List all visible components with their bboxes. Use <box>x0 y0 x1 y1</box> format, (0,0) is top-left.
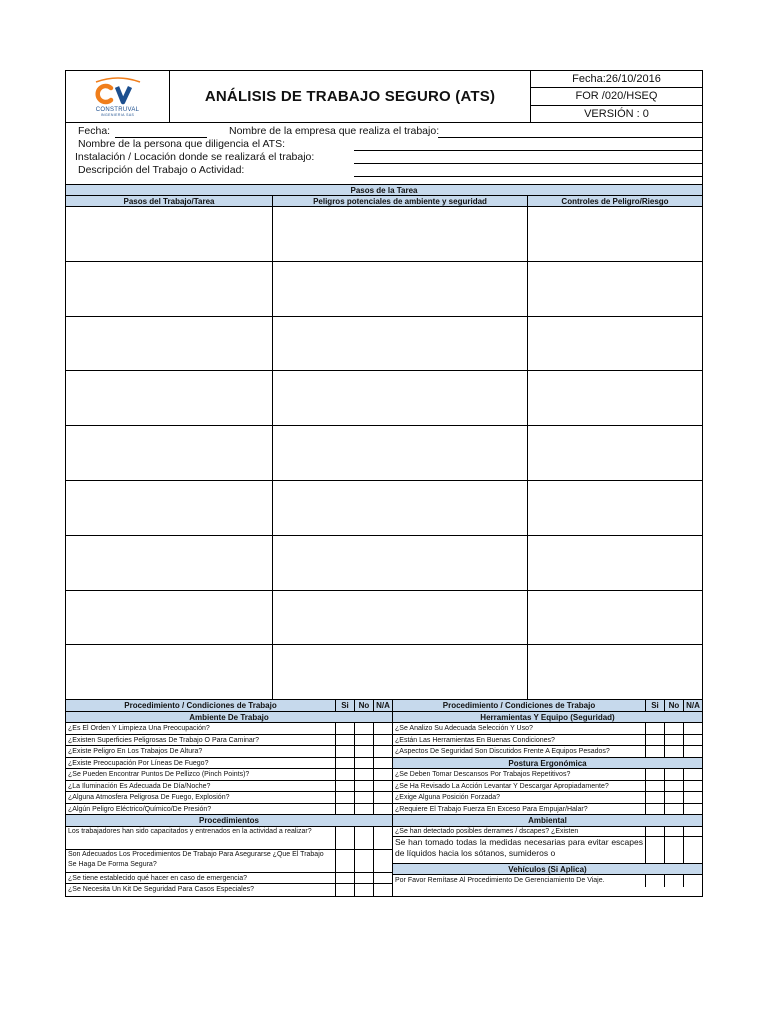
question-label: Son Adecuados Los Procedimientos De Trabajo Para Asegurarse ¿Que El Trabajo Se Haga De Forma Segura? <box>68 850 324 869</box>
descripcion-field[interactable] <box>354 176 702 177</box>
question-label: Se han tomado todas la medidas necesarias para evitar escapes de líquidos hacia los sótanos, sumideros o <box>395 836 643 858</box>
step-row <box>66 591 702 646</box>
question-label: ¿Alguna Atmosfera Peligrosa De Fuego, Explosión? <box>68 794 230 802</box>
section-procedimientos-title: Procedimientos <box>198 816 259 826</box>
checklist-right-header <box>393 700 702 712</box>
instalacion-label: Instalación / Locación donde se realizará el trabajo: <box>75 151 315 163</box>
answer-no[interactable] <box>664 746 683 757</box>
step-row <box>66 536 702 591</box>
answer-si[interactable] <box>645 875 664 887</box>
answer-na[interactable] <box>373 850 392 872</box>
step-row <box>66 426 702 481</box>
answer-no[interactable] <box>354 792 373 803</box>
answer-na[interactable] <box>373 769 392 780</box>
step-cell-pasos[interactable] <box>66 262 273 316</box>
checklist-row <box>66 735 392 747</box>
empresa-field[interactable] <box>438 137 702 138</box>
question-label: Los trabajadores han sido capacitados y entrenados en la actividad a realizar? <box>68 827 312 835</box>
question-label: ¿Se Ha Revisado La Acción Levantar Y Descargar Apropiadamente? <box>395 782 609 790</box>
step-cell-peligros[interactable] <box>273 317 528 371</box>
answer-no[interactable] <box>354 758 373 769</box>
logo-subtitle: INGENIERIA SAS <box>100 113 135 117</box>
answer-si[interactable] <box>335 850 354 872</box>
question-label: ¿Aspectos De Seguridad Son Discutidos Frente A Equipos Pesados? <box>395 748 610 756</box>
section-procedimientos <box>66 815 392 827</box>
answer-na[interactable] <box>373 735 392 746</box>
answer-na[interactable] <box>683 769 702 780</box>
step-cell-pasos[interactable] <box>66 536 273 590</box>
answer-na[interactable] <box>373 781 392 792</box>
answer-si[interactable] <box>645 837 664 863</box>
step-cell-controles[interactable] <box>528 426 702 480</box>
answer-si[interactable] <box>645 781 664 792</box>
steps-header <box>66 196 702 207</box>
step-cell-controles[interactable] <box>528 207 702 261</box>
answer-no[interactable] <box>354 735 373 746</box>
section-ambiental <box>393 815 702 827</box>
section-postura <box>393 758 702 770</box>
section-postura-title: Postura Ergonómica <box>508 758 587 768</box>
answer-na[interactable] <box>683 875 702 887</box>
section-ambiental-title: Ambiental <box>528 816 567 826</box>
section-herramientas-title: Herramientas Y Equipo (Seguridad) <box>480 712 615 722</box>
section-vehiculos <box>393 864 702 876</box>
checklist-row <box>66 827 392 850</box>
question-label: Por Favor Remítase Al Procedimiento De Gerenciamiento De Viaje. <box>395 877 605 885</box>
step-cell-peligros[interactable] <box>273 371 528 425</box>
steps-col-controles: Controles de Peligro/Riesgo <box>561 197 669 206</box>
step-cell-controles[interactable] <box>528 481 702 535</box>
answer-si[interactable] <box>335 735 354 746</box>
question-label: ¿Se han detectado posibles derrames / dscapes? ¿Existen <box>395 827 579 835</box>
answer-no[interactable] <box>354 884 373 896</box>
checklist-left <box>66 700 393 896</box>
checklist-row <box>393 792 702 804</box>
question-label: ¿Algún Peligro Eléctrico/Químico/De Presión? <box>68 805 212 813</box>
checklist-row <box>66 884 392 896</box>
answer-na[interactable] <box>373 792 392 803</box>
fecha-label: Fecha: <box>78 125 111 137</box>
answer-na[interactable] <box>683 735 702 746</box>
checklist-row <box>393 827 702 837</box>
checklist-row <box>393 769 702 781</box>
answer-na[interactable] <box>683 837 702 863</box>
checklist-row <box>393 746 702 758</box>
company-logo <box>66 71 170 122</box>
answer-si[interactable] <box>335 723 354 734</box>
step-cell-pasos[interactable] <box>66 207 273 261</box>
question-label: ¿Exige Alguna Posición Forzada? <box>395 794 501 802</box>
answer-si[interactable] <box>335 769 354 780</box>
answer-si[interactable] <box>335 827 354 849</box>
step-cell-peligros[interactable] <box>273 536 528 590</box>
answer-na[interactable] <box>373 804 392 815</box>
step-cell-pasos[interactable] <box>66 591 273 645</box>
answer-na[interactable] <box>683 792 702 803</box>
section-ambiente <box>66 712 392 724</box>
step-cell-pasos[interactable] <box>66 426 273 480</box>
answer-no[interactable] <box>664 875 683 887</box>
answer-no[interactable] <box>354 873 373 884</box>
col-na: N/A <box>683 700 702 711</box>
document-version: VERSIÓN : 0 <box>531 105 702 122</box>
persona-field[interactable] <box>354 150 702 151</box>
step-row <box>66 371 702 426</box>
section-vehiculos-title: Vehículos (Si Aplica) <box>508 864 587 874</box>
step-cell-peligros[interactable] <box>273 645 528 699</box>
answer-na[interactable] <box>373 827 392 849</box>
herramientas-list <box>393 723 702 758</box>
checklist-row <box>66 804 392 816</box>
step-row <box>66 207 702 262</box>
postura-list <box>393 769 702 815</box>
section-herramientas <box>393 712 702 724</box>
answer-na[interactable] <box>373 746 392 757</box>
checklist-right <box>393 700 702 896</box>
answer-no[interactable] <box>354 723 373 734</box>
answer-na[interactable] <box>373 884 392 896</box>
question-label: ¿Se Deben Tomar Descansos Por Trabajos Repetitivos? <box>395 771 571 779</box>
ambiente-list <box>66 723 392 815</box>
question-label: ¿Existen Superficies Peligrosas De Trabajo O Para Caminar? <box>68 736 260 744</box>
question-label: ¿La Iluminación Es Adecuada De Día/Noche? <box>68 782 211 790</box>
steps-body <box>66 207 702 700</box>
answer-no[interactable] <box>354 781 373 792</box>
question-label: ¿Están Las Herramientas En Buenas Condiciones? <box>395 736 555 744</box>
answer-si[interactable] <box>645 769 664 780</box>
checklist-row <box>66 758 392 770</box>
checklist-row <box>393 723 702 735</box>
checklist-left-header <box>66 700 392 712</box>
answer-no[interactable] <box>664 735 683 746</box>
checklist-row <box>66 850 392 873</box>
answer-no[interactable] <box>664 769 683 780</box>
answer-si[interactable] <box>335 746 354 757</box>
col-si: Si <box>645 700 664 711</box>
checklist-left-title: Procedimiento / Condiciones de Trabajo <box>124 701 277 711</box>
checklist <box>66 700 702 896</box>
step-cell-pasos[interactable] <box>66 481 273 535</box>
answer-no[interactable] <box>664 723 683 734</box>
document-title: ANÁLISIS DE TRABAJO SEGURO (ATS) <box>204 88 496 105</box>
logo-name: CONSTRUVAL <box>95 107 140 113</box>
checklist-row <box>66 769 392 781</box>
col-si: Si <box>335 700 354 711</box>
steps-col-peligros: Peligros potenciales de ambiente y seguridad <box>273 196 528 206</box>
step-cell-peligros[interactable] <box>273 426 528 480</box>
step-row <box>66 317 702 372</box>
empresa-label: Nombre de la empresa que realiza el trabajo: <box>229 125 440 137</box>
answer-na[interactable] <box>683 781 702 792</box>
answer-si[interactable] <box>645 735 664 746</box>
checklist-row <box>393 735 702 747</box>
col-no: No <box>354 700 373 711</box>
answer-si[interactable] <box>335 781 354 792</box>
document-code: FOR /020/HSEQ <box>531 87 702 104</box>
answer-si[interactable] <box>335 884 354 896</box>
step-cell-pasos[interactable] <box>66 645 273 699</box>
steps-col-pasos: Pasos del Trabajo/Tarea <box>66 196 273 206</box>
answer-si[interactable] <box>645 792 664 803</box>
question-label: ¿Existe Preocupación Por Líneas De Fuego? <box>68 759 209 767</box>
col-no: No <box>664 700 683 711</box>
document-date: Fecha:26/10/2016 <box>572 73 661 86</box>
checklist-row <box>66 746 392 758</box>
checklist-row <box>66 873 392 885</box>
answer-si[interactable] <box>645 723 664 734</box>
answer-no[interactable] <box>354 827 373 849</box>
checklist-row <box>66 792 392 804</box>
step-cell-peligros[interactable] <box>273 481 528 535</box>
general-info <box>66 123 702 185</box>
answer-si[interactable] <box>335 873 354 884</box>
step-cell-controles[interactable] <box>528 317 702 371</box>
question-label: ¿Se Analizo Su Adecuada Selección Y Uso? <box>395 725 533 733</box>
step-cell-controles[interactable] <box>528 645 702 699</box>
answer-no[interactable] <box>664 827 683 836</box>
question-label: ¿Es El Orden Y Limpieza Una Preocupación? <box>68 725 210 733</box>
answer-na[interactable] <box>373 723 392 734</box>
step-cell-controles[interactable] <box>528 371 702 425</box>
answer-no[interactable] <box>354 850 373 872</box>
step-row <box>66 262 702 317</box>
descripcion-label: Descripción del Trabajo o Actividad: <box>78 164 245 176</box>
step-cell-pasos[interactable] <box>66 317 273 371</box>
question-label: ¿Existe Peligro En Los Trabajos De Altura? <box>68 748 203 756</box>
answer-no[interactable] <box>354 804 373 815</box>
step-cell-peligros[interactable] <box>273 262 528 316</box>
step-cell-controles[interactable] <box>528 591 702 645</box>
answer-no[interactable] <box>664 837 683 863</box>
document-meta <box>530 71 702 122</box>
answer-si[interactable] <box>645 804 664 815</box>
answer-na[interactable] <box>683 723 702 734</box>
checklist-row <box>393 837 702 864</box>
col-na: N/A <box>373 700 392 711</box>
answer-no[interactable] <box>664 792 683 803</box>
checklist-row <box>393 875 702 887</box>
answer-na[interactable] <box>373 873 392 884</box>
logo-mark-icon <box>92 76 144 106</box>
answer-no[interactable] <box>354 769 373 780</box>
form-header <box>66 71 702 123</box>
question-label: ¿Se Pueden Encontrar Puntos De Pellizco (Pinch Points)? <box>68 771 250 779</box>
answer-no[interactable] <box>664 804 683 815</box>
checklist-row <box>393 781 702 793</box>
persona-label: Nombre de la persona que diligencia el ATS: <box>78 138 286 150</box>
checklist-right-title: Procedimiento / Condiciones de Trabajo <box>442 701 596 711</box>
checklist-row <box>66 781 392 793</box>
answer-si[interactable] <box>645 827 664 836</box>
answer-na[interactable] <box>683 746 702 757</box>
ats-form <box>65 70 703 897</box>
step-row <box>66 481 702 536</box>
section-ambiente-title: Ambiente De Trabajo <box>189 712 269 722</box>
answer-no[interactable] <box>354 746 373 757</box>
steps-band: Pasos de la Tarea <box>66 185 702 196</box>
answer-si[interactable] <box>335 792 354 803</box>
answer-si[interactable] <box>645 746 664 757</box>
question-label: ¿Requiere El Trabajo Fuerza En Exceso Para Empujar/Halar? <box>395 805 588 813</box>
instalacion-field[interactable] <box>354 163 702 164</box>
checklist-row <box>393 804 702 816</box>
answer-si[interactable] <box>335 804 354 815</box>
answer-no[interactable] <box>664 781 683 792</box>
answer-na[interactable] <box>683 804 702 815</box>
step-cell-pasos[interactable] <box>66 371 273 425</box>
step-row <box>66 645 702 700</box>
answer-na[interactable] <box>683 827 702 836</box>
step-cell-controles[interactable] <box>528 262 702 316</box>
step-cell-controles[interactable] <box>528 536 702 590</box>
answer-na[interactable] <box>373 758 392 769</box>
step-cell-peligros[interactable] <box>273 591 528 645</box>
question-label: ¿Se Necesita Un Kit De Seguridad Para Casos Especiales? <box>68 886 254 894</box>
question-label: ¿Se tiene establecido qué hacer en caso de emergencia? <box>68 874 248 882</box>
answer-si[interactable] <box>335 758 354 769</box>
checklist-row <box>66 723 392 735</box>
step-cell-peligros[interactable] <box>273 207 528 261</box>
